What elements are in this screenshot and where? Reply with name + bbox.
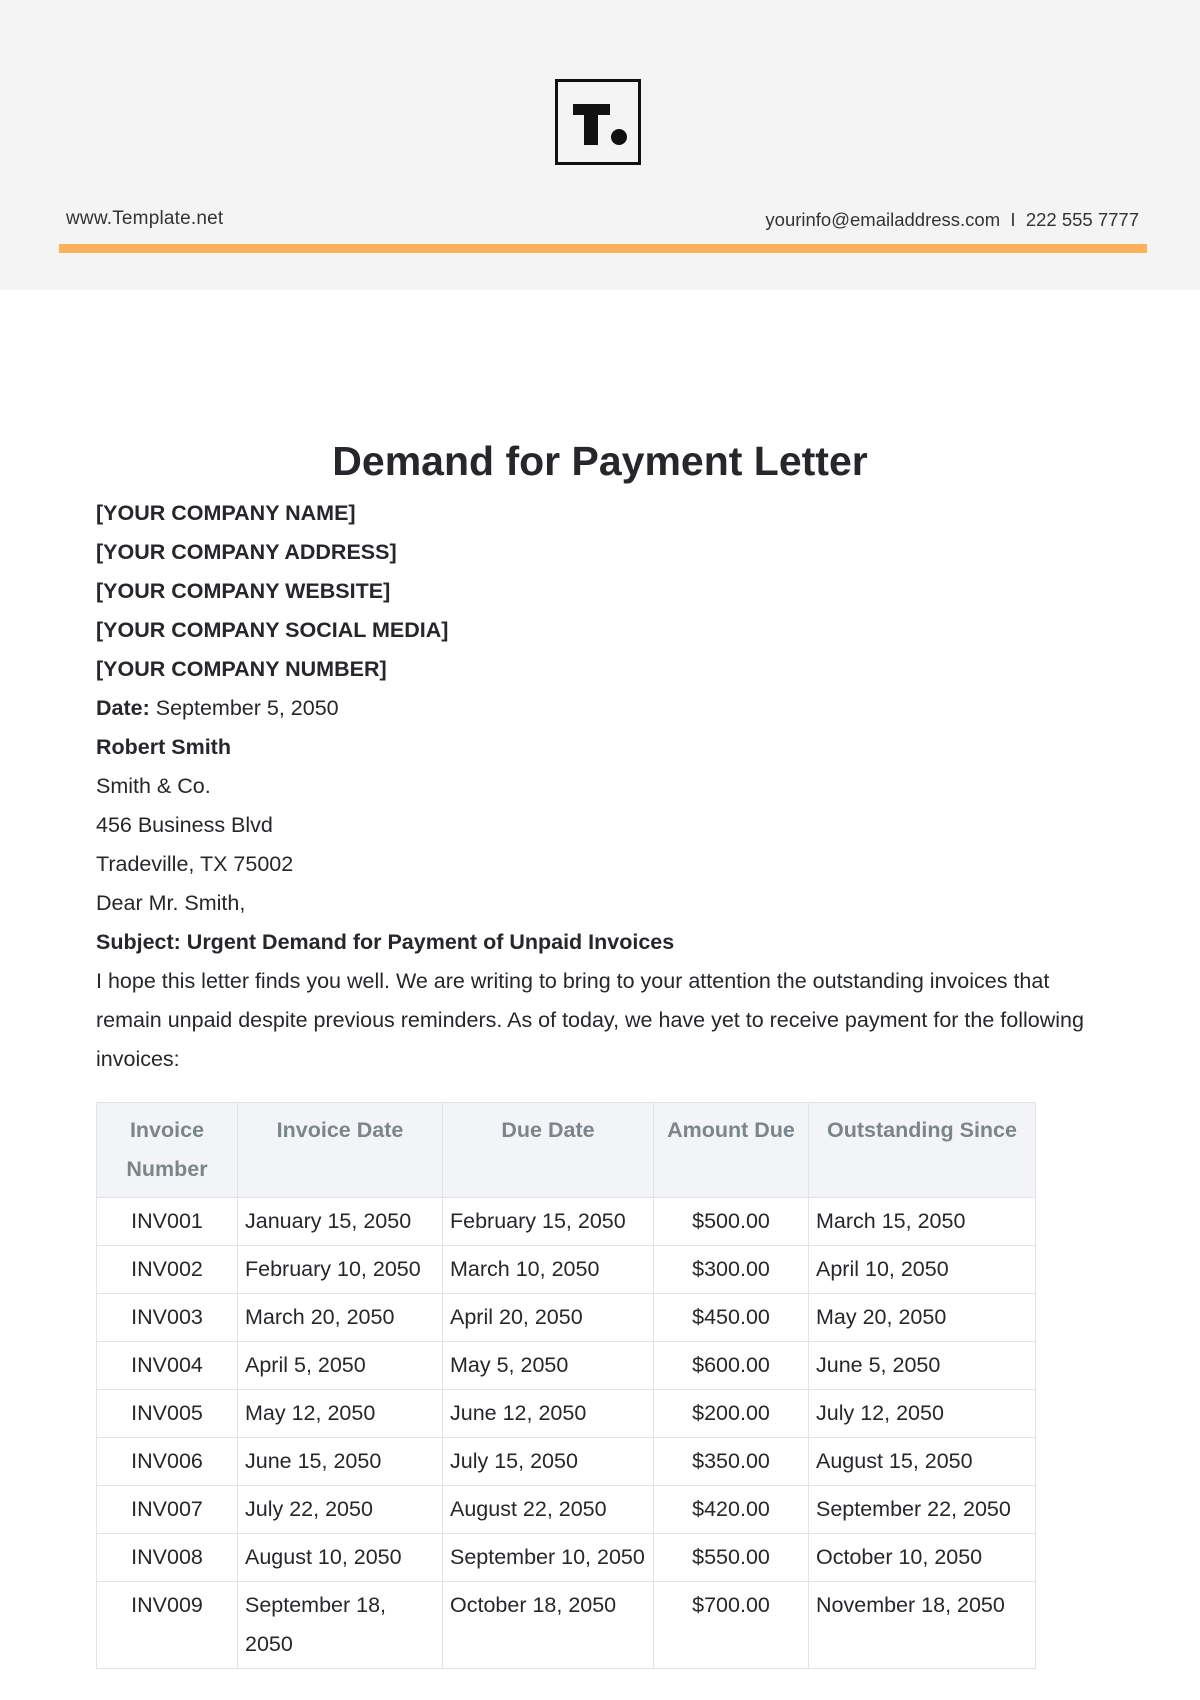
invoice-date: February 10, 2050 — [238, 1246, 443, 1294]
recipient-city: Tradeville, TX 75002 — [96, 852, 294, 876]
header-invoice-date: Invoice Date — [238, 1103, 443, 1198]
subject-line: Subject: Urgent Demand for Payment of Unpaid Invoices — [96, 930, 675, 954]
outstanding-since: May 20, 2050 — [809, 1294, 1036, 1342]
sender-company-social: [YOUR COMPANY SOCIAL MEDIA] — [96, 618, 449, 642]
table-row — [97, 1582, 1036, 1669]
amount-due: $600.00 — [654, 1342, 809, 1390]
invoice-number: INV001 — [97, 1198, 238, 1246]
outstanding-since: October 10, 2050 — [809, 1534, 1036, 1582]
letter-date — [96, 689, 1116, 728]
outstanding-since: June 5, 2050 — [809, 1342, 1036, 1390]
header-amount-due: Amount Due — [654, 1103, 809, 1198]
accent-divider — [59, 244, 1147, 253]
outstanding-since: September 22, 2050 — [809, 1486, 1036, 1534]
invoice-date: August 10, 2050 — [238, 1534, 443, 1582]
header-due-date: Due Date — [443, 1103, 654, 1198]
invoice-number: INV002 — [97, 1246, 238, 1294]
invoice-table — [96, 1102, 1036, 1669]
separator: I — [1010, 209, 1016, 230]
invoice-date: April 5, 2050 — [238, 1342, 443, 1390]
invoice-date: June 15, 2050 — [238, 1438, 443, 1486]
sender-company-number: [YOUR COMPANY NUMBER] — [96, 657, 387, 681]
outstanding-since: July 12, 2050 — [809, 1390, 1036, 1438]
sender-company-address: [YOUR COMPANY ADDRESS] — [96, 540, 397, 564]
due-date: February 15, 2050 — [443, 1198, 654, 1246]
contact-info — [765, 209, 1139, 231]
outstanding-since: November 18, 2050 — [809, 1582, 1036, 1669]
phone: 222 555 7777 — [1025, 209, 1139, 230]
header-outstanding-since: Outstanding Since — [809, 1103, 1036, 1198]
due-date: July 15, 2050 — [443, 1438, 654, 1486]
amount-due: $420.00 — [654, 1486, 809, 1534]
amount-due: $350.00 — [654, 1438, 809, 1486]
recipient-street: 456 Business Blvd — [96, 813, 273, 837]
invoice-date: September 18, 2050 — [238, 1582, 443, 1669]
due-date: March 10, 2050 — [443, 1246, 654, 1294]
invoice-number: INV003 — [97, 1294, 238, 1342]
intro-paragraph: I hope this letter finds you well. We are writing to bring to your attention the outstanding invoices that remain unpaid despite previous reminders. As of today, we have yet to receive payment for the following invoices: — [96, 969, 1084, 1071]
outstanding-since: April 10, 2050 — [809, 1246, 1036, 1294]
amount-due: $450.00 — [654, 1294, 809, 1342]
invoice-number: INV009 — [97, 1582, 238, 1669]
table-row — [97, 1294, 1036, 1342]
due-date: May 5, 2050 — [443, 1342, 654, 1390]
due-date: June 12, 2050 — [443, 1390, 654, 1438]
header-invoice-number: Invoice Number — [97, 1103, 238, 1198]
outstanding-since: March 15, 2050 — [809, 1198, 1036, 1246]
invoice-date: January 15, 2050 — [238, 1198, 443, 1246]
recipient-company: Smith & Co. — [96, 774, 211, 798]
table-row — [97, 1438, 1036, 1486]
amount-due: $200.00 — [654, 1390, 809, 1438]
amount-due: $700.00 — [654, 1582, 809, 1669]
amount-due: $500.00 — [654, 1198, 809, 1246]
document-title: Demand for Payment Letter — [332, 438, 868, 484]
table-row — [97, 1198, 1036, 1246]
recipient-name: Robert Smith — [96, 735, 231, 759]
letter-body — [96, 494, 1116, 1079]
date-value: September 5, 2050 — [155, 696, 339, 720]
table-header-row — [97, 1103, 1036, 1198]
invoice-date: March 20, 2050 — [238, 1294, 443, 1342]
table-row — [97, 1390, 1036, 1438]
due-date: April 20, 2050 — [443, 1294, 654, 1342]
table-row — [97, 1342, 1036, 1390]
amount-due: $300.00 — [654, 1246, 809, 1294]
invoice-number: INV008 — [97, 1534, 238, 1582]
site-url[interactable]: www.Template.net — [66, 208, 224, 229]
due-date: August 22, 2050 — [443, 1486, 654, 1534]
table-row — [97, 1486, 1036, 1534]
table-row — [97, 1534, 1036, 1582]
outstanding-since: August 15, 2050 — [809, 1438, 1036, 1486]
due-date: September 10, 2050 — [443, 1534, 654, 1582]
invoice-date: July 22, 2050 — [238, 1486, 443, 1534]
template-logo-icon — [555, 79, 641, 165]
table-row — [97, 1246, 1036, 1294]
invoice-number: INV004 — [97, 1342, 238, 1390]
amount-due: $550.00 — [654, 1534, 809, 1582]
date-label: Date: — [96, 696, 150, 720]
due-date: October 18, 2050 — [443, 1582, 654, 1669]
invoice-number: INV005 — [97, 1390, 238, 1438]
salutation: Dear Mr. Smith, — [96, 891, 246, 915]
invoice-number: INV006 — [97, 1438, 238, 1486]
letterhead — [0, 0, 1200, 290]
email[interactable]: yourinfo@emailaddress.com — [765, 209, 1001, 230]
sender-company-name: [YOUR COMPANY NAME] — [96, 501, 356, 525]
invoice-date: May 12, 2050 — [238, 1390, 443, 1438]
invoice-number: INV007 — [97, 1486, 238, 1534]
sender-company-website: [YOUR COMPANY WEBSITE] — [96, 579, 391, 603]
